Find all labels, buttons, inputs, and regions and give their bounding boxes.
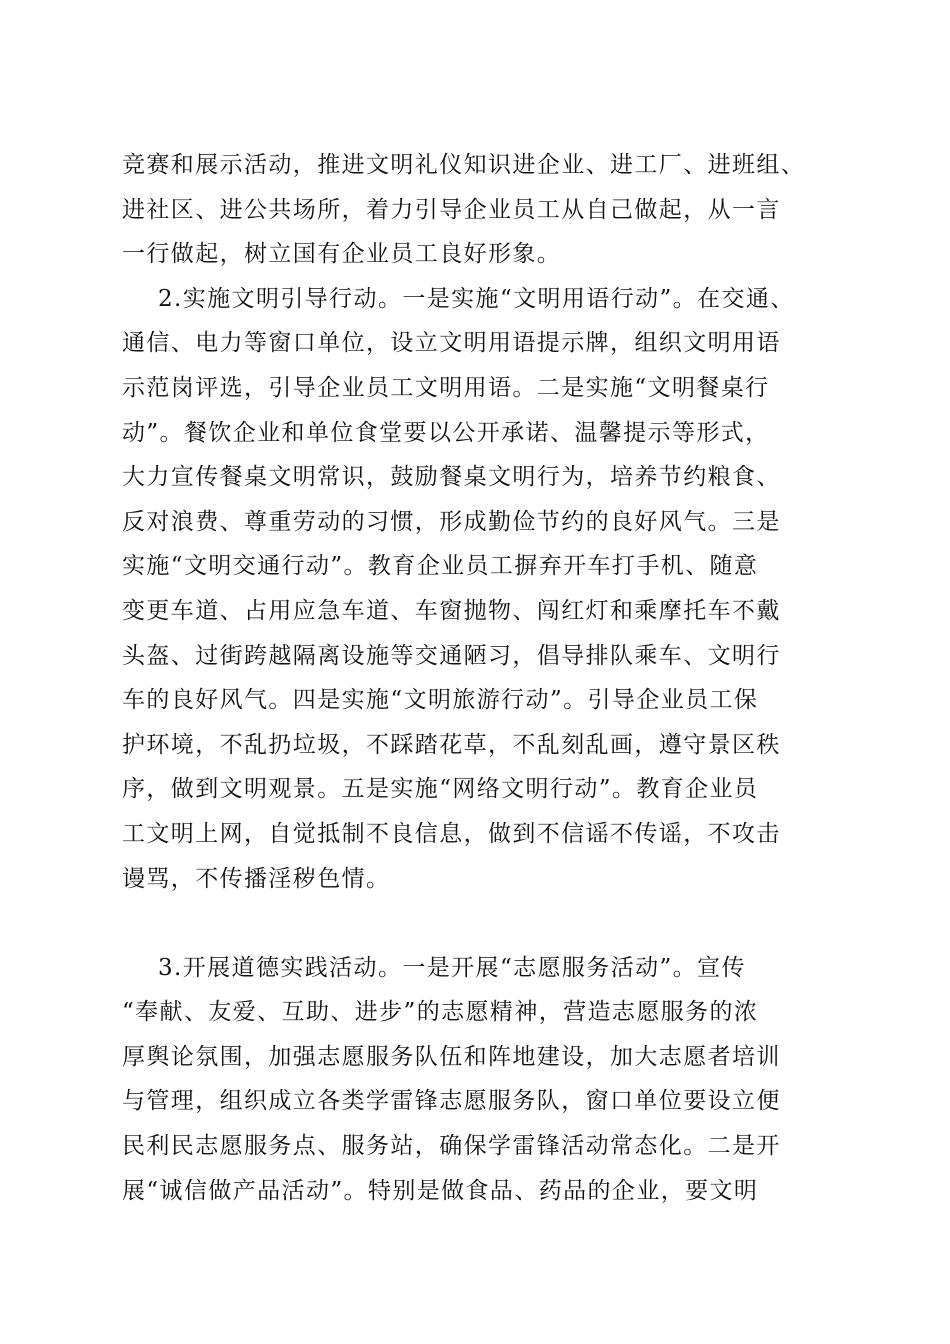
text-line: 展“诚信做产品活动”。特别是做食品、药品的企业，要文明 [122,1177,759,1204]
text-line: 竞赛和展示活动，推进文明礼仪知识进企业、进工厂、进班组、 [122,152,806,178]
text-line: “奉献、友爱、互助、进步”的志愿精神，营造志愿服务的浓 [122,999,759,1026]
text-line: 工文明上网，自觉抵制不良信息，做到不信谣不传谣，不攻击 [122,820,781,847]
paragraph-moral-practice [122,946,842,1214]
text-line: 谩骂，不传播淫秽色情。 [122,865,391,892]
text-line: 序，做到文明观景。五是实施“网络文明行动”。教育企业员 [122,776,759,803]
text-line: 2.实施文明引导行动。一是实施“文明用语行动”。在交通、 [158,285,795,312]
text-line: 一行做起，树立国有企业员工良好形象。 [122,241,562,268]
text-line: 护环境，不乱扔垃圾，不踩踏花草，不乱刻乱画，遵守景区秩 [122,731,781,758]
text-line: 进社区、进公共场所，着力引导企业员工从自己做起，从一言 [122,196,781,223]
text-line: 反对浪费、尊重劳动的习惯，形成勤俭节约的良好风气。三是 [122,508,781,535]
text-line: 民利民志愿服务点、服务站，确保学雷锋活动常态化。二是开 [122,1133,781,1160]
paragraph-civilized-guidance [122,277,842,946]
text-line [122,901,842,946]
text-line: 实施“文明交通行动”。教育企业员工摒弃开车打手机、随意 [122,553,759,580]
text-line: 动”。餐饮企业和单位食堂要以公开承诺、温馨提示等形式， [122,419,770,446]
text-line: 通信、电力等窗口单位，设立文明用语提示牌，组织文明用语 [122,330,781,357]
text-line: 大力宣传餐桌文明常识，鼓励餐桌文明行为，培养节约粮食、 [122,464,781,491]
text-line: 厚舆论氛围，加强志愿服务队伍和阵地建设，加大志愿者培训 [122,1043,781,1070]
text-line: 头盔、过街跨越隔离设施等交通陋习，倡导排队乘车、文明行 [122,642,781,669]
paragraph-continuation [122,143,842,277]
document-body [122,143,842,1213]
text-line: 车的良好风气。四是实施“文明旅游行动”。引导企业员工保 [122,687,759,714]
text-line: 示范岗评选，引导企业员工文明用语。二是实施“文明餐桌行 [122,374,770,401]
text-line: 3.开展道德实践活动。一是开展“志愿服务活动”。宣传 [158,954,746,981]
text-line: 与管理，组织成立各类学雷锋志愿服务队，窗口单位要设立便 [122,1088,781,1115]
text-line: 变更车道、占用应急车道、车窗抛物、闯红灯和乘摩托车不戴 [122,597,781,624]
